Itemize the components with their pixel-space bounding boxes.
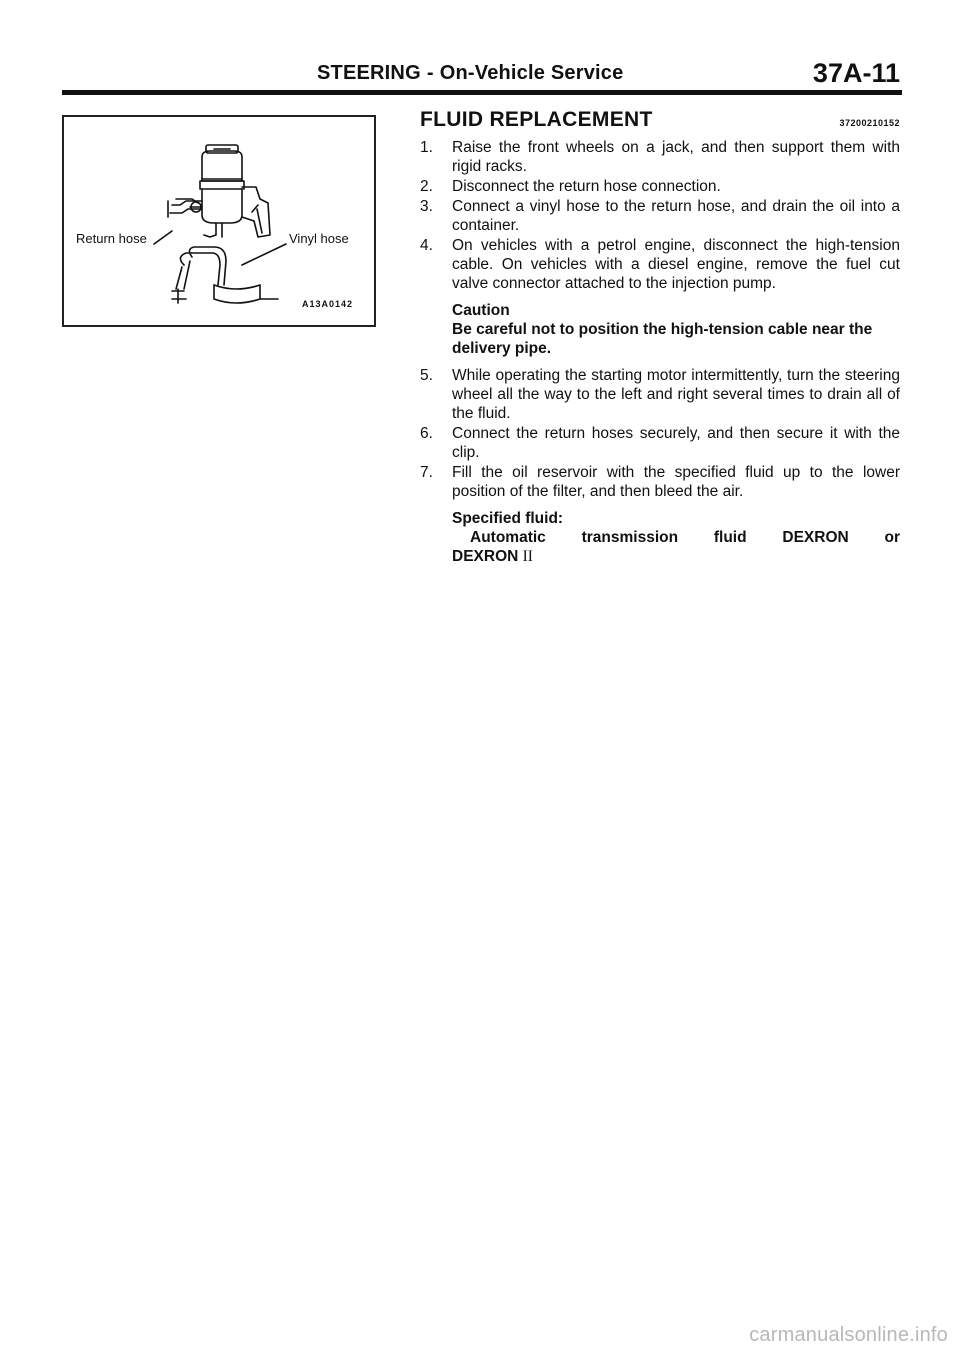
- spec-dexron: DEXRON: [452, 548, 519, 565]
- section-heading: [420, 108, 900, 138]
- list-item: [420, 177, 900, 196]
- step-text: Disconnect the return hose connection.: [452, 178, 721, 195]
- steps-list-continued: [420, 366, 900, 501]
- label-vinyl-hose: Vinyl hose: [289, 231, 349, 246]
- step-number: 7.: [420, 464, 433, 481]
- step-number: 3.: [420, 198, 433, 215]
- list-item: [420, 197, 900, 235]
- step-text: Fill the oil reservoir with the specified fluid up to the lower position of the filter, and then bleed the air.: [452, 464, 900, 500]
- section-code: 37200210152: [839, 118, 900, 128]
- step-text: Connect the return hoses securely, and then secure it with the clip.: [452, 425, 900, 461]
- list-item: [420, 463, 900, 501]
- section-title: FLUID REPLACEMENT: [420, 108, 653, 131]
- header-section: STEERING: [317, 62, 421, 84]
- header-title: [317, 62, 623, 85]
- page-header: [62, 58, 902, 94]
- spec-value-line1: Automatic transmission fluid DEXRON or: [470, 529, 900, 546]
- header-separator: -: [426, 62, 434, 84]
- steps-list: [420, 138, 900, 293]
- header-subsection: On-Vehicle Service: [439, 62, 624, 84]
- step-text: While operating the starting motor intermittently, turn the steering wheel all the way to the left and right several times to drain all of the fluid.: [452, 367, 900, 422]
- list-item: [420, 138, 900, 176]
- step-number: 5.: [420, 367, 433, 384]
- step-text: Connect a vinyl hose to the return hose, and drain the oil into a container.: [452, 198, 900, 234]
- step-number: 6.: [420, 425, 433, 442]
- footer-watermark: carmanualsonline.info: [749, 1324, 948, 1346]
- step-text: On vehicles with a petrol engine, disconnect the high-tension cable. On vehicles with a diesel engine, remove the fuel cut valve connector attached to the injection pump.: [452, 237, 900, 292]
- step-number: 2.: [420, 178, 433, 195]
- specified-fluid-block: [452, 509, 900, 566]
- figure-reservoir-diagram: [62, 115, 376, 327]
- procedure-content: [420, 108, 900, 566]
- spec-value-line2: [452, 547, 900, 566]
- list-item: [420, 424, 900, 462]
- list-item: [420, 236, 900, 293]
- header-rule: [62, 90, 902, 95]
- figure-code: A13A0142: [302, 299, 354, 309]
- step-text: Raise the front wheels on a jack, and then support them with rigid racks.: [452, 139, 900, 175]
- spec-heading: Specified fluid:: [452, 510, 564, 527]
- list-item: [420, 366, 900, 423]
- page-number: 37A-11: [812, 58, 900, 88]
- caution-text: Be careful not to position the high-tension cable near the delivery pipe.: [452, 321, 873, 357]
- caution-block: [452, 301, 900, 358]
- spec-dexron-suffix: II: [522, 548, 533, 565]
- step-number: 4.: [420, 237, 433, 254]
- label-return-hose: Return hose: [76, 231, 147, 246]
- caution-heading: Caution: [452, 302, 510, 319]
- reservoir-illustration: [64, 117, 374, 325]
- step-number: 1.: [420, 139, 433, 156]
